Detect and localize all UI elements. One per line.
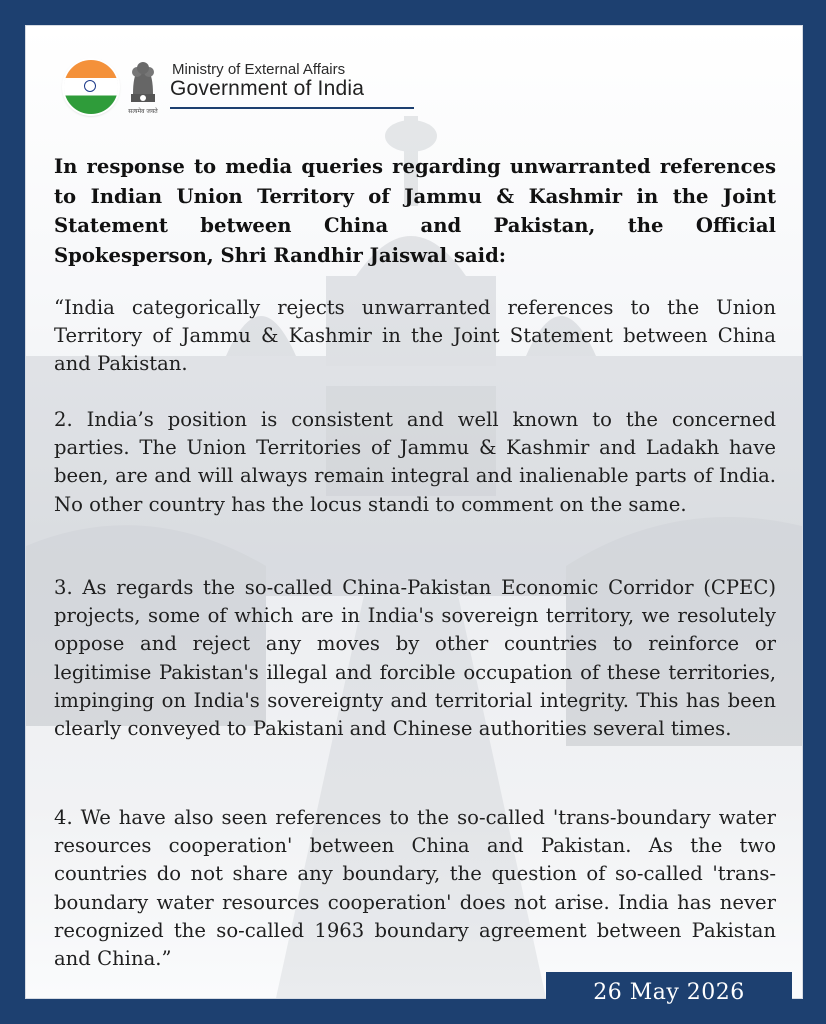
press-release-panel xyxy=(26,26,802,998)
indian-flag-icon xyxy=(64,60,118,114)
statement-paragraph-4: 4. We have also seen references to the so-called 'trans-boundary water resources cooperation' between China and Pakistan. As the two countries do not share any boundary, the question of so-called 'trans-boundary water resources cooperation' does not arise. India has never recognized the so-called 1963 boundary agreement between Pakistan and China.” xyxy=(54,806,776,971)
government-name: Government of India xyxy=(170,77,365,100)
statement-paragraph-3: 3. As regards the so-called China-Pakistan Economic Corridor (CPEC) projects, some of which are in India's sovereign territory, we resolutely oppose and reject any moves by other countries to reinforce or legitimise Pakistan's illegal and forcible occupation of these territories, impinging on India's sovereignty and territorial integrity. This has been clearly conveyed to Pakistani and Chinese authorities several times. xyxy=(54,576,776,741)
national-emblem-icon xyxy=(126,58,160,118)
ministry-header xyxy=(64,58,394,120)
header-underline xyxy=(170,107,414,109)
statement-paragraph-2: 2. India’s position is consistent and well known to the concerned parties. The Union Territories of Jammu & Kashmir and Ladakh have been, are and will always remain integral and inalienable parts of India. No other country has the locus standi to comment on the same. xyxy=(54,408,776,516)
emblem-motto: सत्यमेव जयते xyxy=(128,108,158,115)
ministry-name: Ministry of External Affairs xyxy=(172,61,346,78)
statement-paragraph-1: “India categorically rejects unwarranted references to the Union Territory of Jammu & Kashmir in the Joint Statement between China and Pakistan. xyxy=(54,296,776,376)
statement-lead: In response to media queries regarding unwarranted references to Indian Union Territory of Jammu & Kashmir in the Joint Statement between China and Pakistan, the Official Spokesperson, Shri Randhir Jaiswal said: xyxy=(54,155,776,267)
release-date: 26 May 2026 xyxy=(546,972,792,1014)
ashoka-chakra-icon xyxy=(84,80,96,92)
